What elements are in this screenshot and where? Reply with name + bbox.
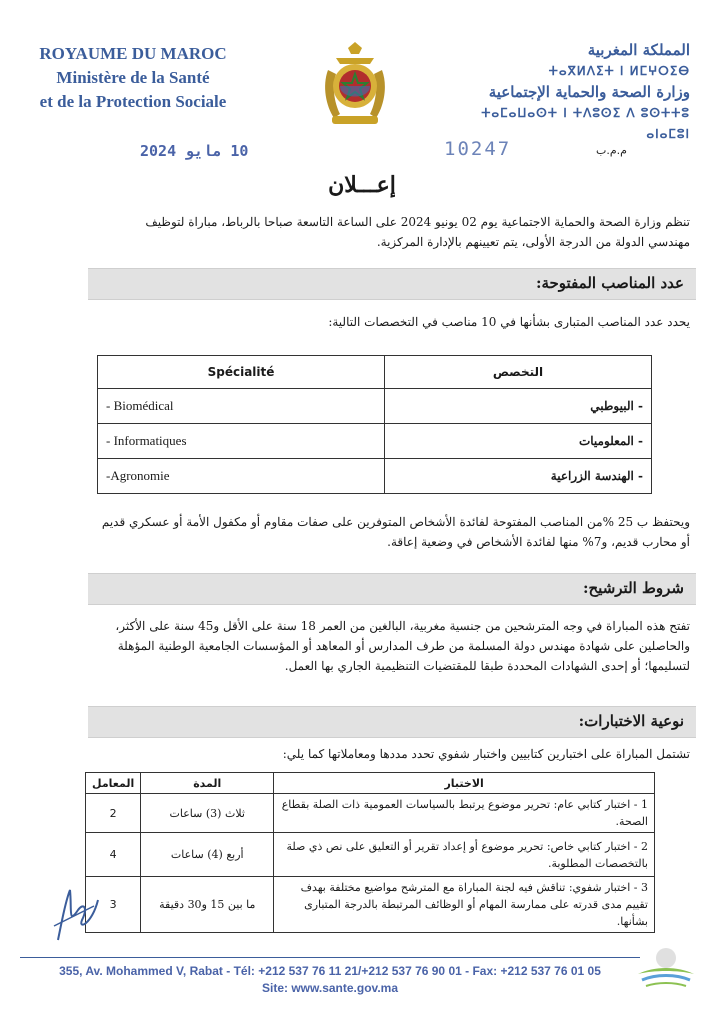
- intro-paragraph: تنظم وزارة الصحة والحماية الاجتماعية يوم 02 يونيو 2024 على الساعة التاسعة صباحا بالرباط، مباراة لتوظيف مهندسي الدولة من الدرجة الأولى، يتم تعيينهم بالإدارة المركزية.: [145, 215, 690, 249]
- table-row: [98, 424, 652, 459]
- footer-address: 355, Av. Mohammed V, Rabat - Tél: +212 537 76 11 21/+212 537 76 90 01 - Fax: +212 537 76 01 05: [59, 964, 601, 978]
- page-title: إعـــلان: [328, 172, 396, 198]
- test-duration: أربع (4) ساعات: [141, 833, 274, 877]
- table-row: [86, 877, 655, 933]
- column-header-coef: المعامل: [86, 773, 141, 794]
- specialty-fr: -Agronomie: [98, 459, 385, 494]
- conditions-text: تفتح هذه المباراة في وجه المترشحين من جنسية مغربية، البالغين من العمر 18 سنة على الأقل و45 سنة على الأكثر، والحاصلين على شهادة مهندس دولة المسلمة من طرف المدارس أو المعاهد أو المؤسسات الجامعية الوطنية المؤهلة لتسليمها؛ أو إحدى الشهادات المحددة طبقا للمقتضيات التنظيمية الجاري بها العمل.: [115, 619, 690, 673]
- section-band-positions: [88, 268, 696, 300]
- tests-text: تشتمل المباراة على اختبارين كتابيين واختبار شفوي تحدد مددها ومعاملاتها كما يلي:: [282, 747, 690, 761]
- specialty-ar: - البيوطبي: [385, 389, 652, 424]
- specialty-ar: - المعلوميات: [385, 424, 652, 459]
- reference-prefix: م.م.ب: [596, 144, 627, 157]
- test-duration: ثلاث (3) ساعات: [141, 794, 274, 833]
- header-fr-line: Ministère de la Santé: [56, 68, 210, 87]
- table-row: [86, 833, 655, 877]
- document-date: 10 مايو 2024: [140, 142, 249, 160]
- header-tifinagh-kingdom: ⵜⴰⴳⵍⴷⵉⵜ ⵏ ⵍⵎⵖⵔⵉⴱ: [548, 64, 690, 78]
- table-row: [86, 794, 655, 833]
- specialty-fr: - Biomédical: [98, 389, 385, 424]
- section-band-conditions: [88, 573, 696, 605]
- header-ar-ministry: وزارة الصحة والحماية الإجتماعية: [488, 83, 690, 101]
- header-ar-kingdom: المملكة المغربية: [587, 41, 690, 59]
- test-description: 3 - اختبار شفوي: تناقش فيه لجنة المباراة مع المترشح مواضيع مختلفة بهدف تقييم مدى قدرته على ممارسة المهام أو الوظائف المرتبطة بالدرجة المتبارى بشأنها.: [274, 877, 655, 933]
- specialty-ar: - الهندسة الزراعية: [385, 459, 652, 494]
- table-row: [98, 459, 652, 494]
- test-coef: 3: [86, 877, 141, 933]
- positions-text: يحدد عدد المناصب المتبارى بشأنها في 10 مناصب في التخصصات التالية:: [328, 315, 690, 329]
- header-ar: [450, 40, 690, 145]
- test-coef: 4: [86, 833, 141, 877]
- specialty-fr: - Informatiques: [98, 424, 385, 459]
- reference-number: 10247: [444, 138, 512, 160]
- footer-site: Site: www.sante.gov.ma: [261, 981, 399, 995]
- header-fr-line: et de la Protection Sociale: [39, 92, 227, 111]
- section-heading: عدد المناصب المفتوحة:: [535, 274, 684, 292]
- column-header-ar: التخصص: [385, 356, 652, 389]
- header-tifinagh-ministry: ⵜⴰⵎⴰⵡⴰⵙⵜ ⵏ ⵜⴷⵓⵙⵉ ⴷ ⵓⵙⵜⵜⵓ ⴰⵏⴰⵎⵓⵏ: [481, 106, 690, 141]
- ministry-logo-icon: [634, 940, 698, 996]
- column-header-duration: المدة: [141, 773, 274, 794]
- section-heading: نوعية الاختبارات:: [578, 712, 684, 730]
- tests-table: [85, 772, 655, 933]
- specialties-table: [97, 355, 652, 494]
- header-fr-line: ROYAUME DU MAROC: [39, 44, 227, 63]
- footer-divider: [20, 957, 640, 958]
- table-header-row: [98, 356, 652, 389]
- header-fr: [18, 42, 248, 114]
- section-band-tests: [88, 706, 696, 738]
- column-header-test: الاختبار: [274, 773, 655, 794]
- test-description: 2 - اختبار كتابي خاص: تحرير موضوع أو إعداد تقرير أو التعليق على نص ذي صلة بالتخصصات المطلوبة.: [274, 833, 655, 877]
- quota-note: ويحتفظ ب 25 %من المناصب المفتوحة لفائدة الأشخاص المتوفرين على صفات مقاوم أو مكفول الأمة أو عسكري قديم أو محارب قديم، و7% منها لفائدة الأشخاص في وضعية إعاقة.: [101, 515, 690, 549]
- column-header-fr: Spécialité: [98, 356, 385, 389]
- coat-of-arms-icon: [318, 40, 392, 132]
- test-duration: ما بين 15 و30 دقيقة: [141, 877, 274, 933]
- footer: [20, 963, 640, 997]
- test-coef: 2: [86, 794, 141, 833]
- signature-icon: [48, 880, 104, 950]
- table-row: [98, 389, 652, 424]
- test-description: 1 - اختبار كتابي عام: تحرير موضوع يرتبط بالسياسات العمومية ذات الصلة بقطاع الصحة.: [274, 794, 655, 833]
- section-heading: شروط الترشيح:: [582, 579, 684, 597]
- table-header-row: [86, 773, 655, 794]
